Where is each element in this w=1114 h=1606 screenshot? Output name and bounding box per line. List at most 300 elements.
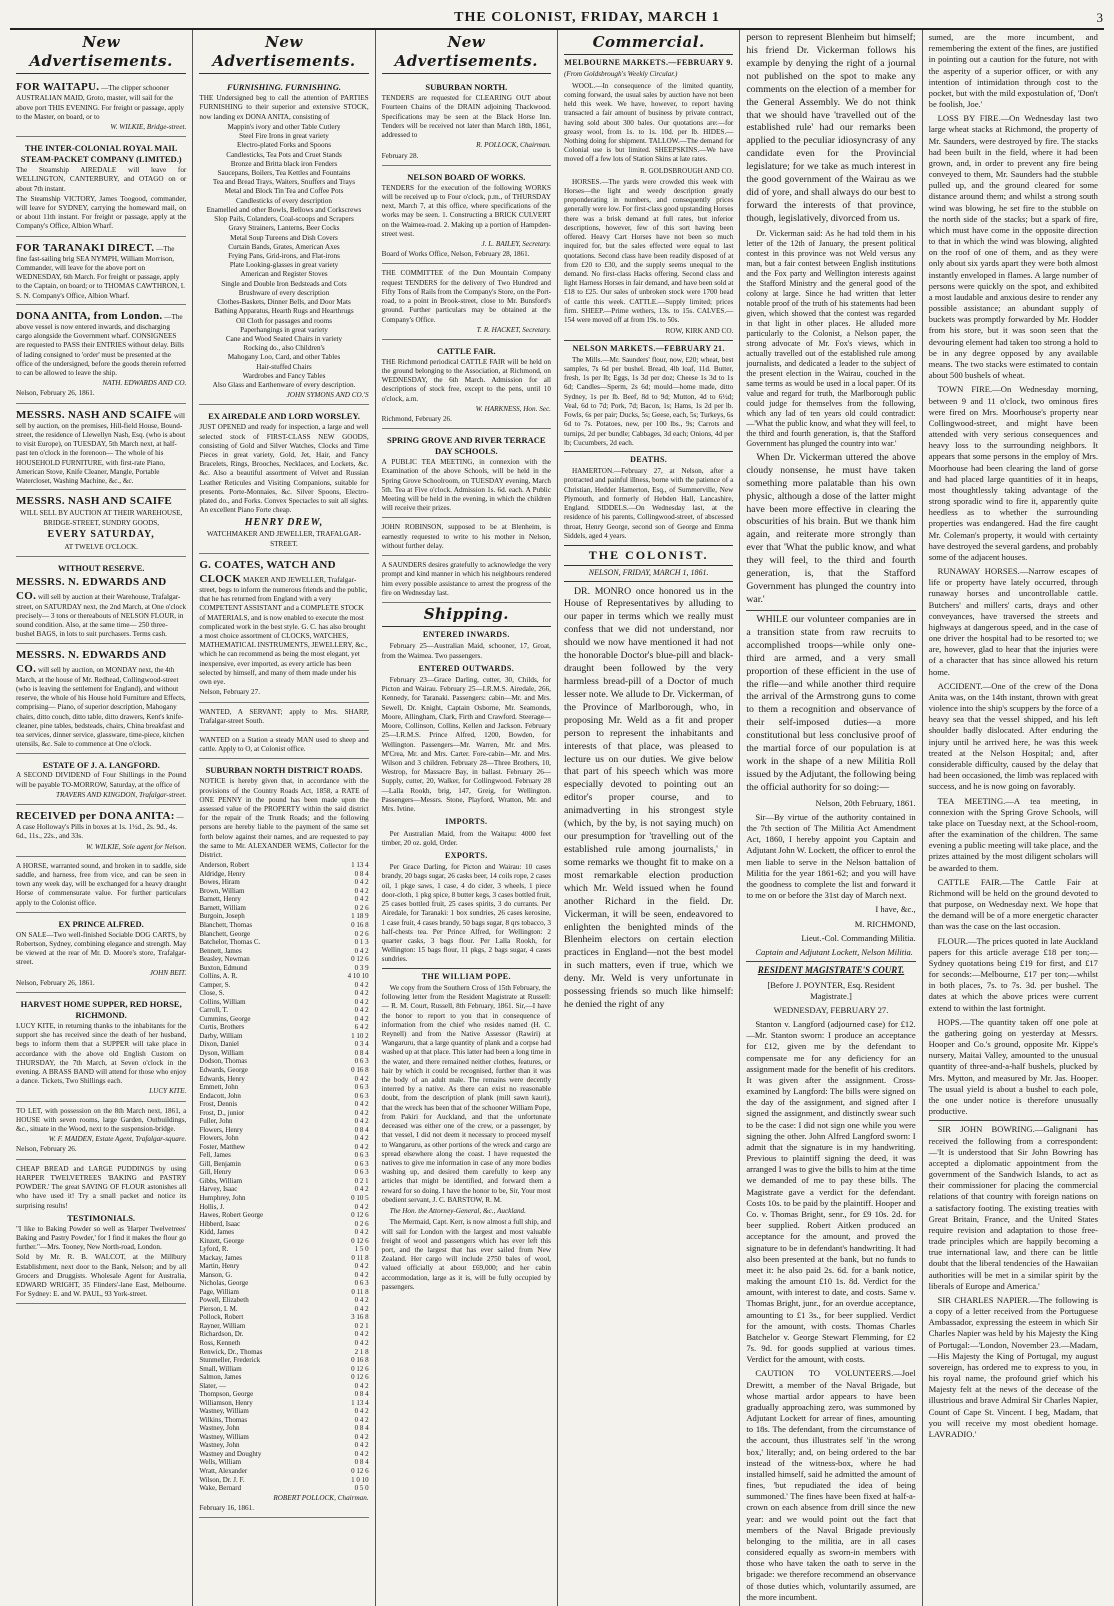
rate-amount: 6 4 2 <box>354 1023 369 1032</box>
table-row <box>199 947 368 956</box>
rate-amount: 0 2 1 <box>354 1176 369 1185</box>
ratepayer-name: Renwick, Dr., Thomas <box>199 1347 263 1356</box>
rate-amount: 1 13 4 <box>351 1398 369 1407</box>
table-row <box>199 1339 368 1348</box>
furnishing-item: Tea and Bread Trays, Waiters, Snuffers and Trays <box>212 178 356 187</box>
furnishing-item: Also Glass and Earthenware of every description. <box>212 381 356 390</box>
rate-amount: 0 4 2 <box>354 1006 369 1015</box>
rate-amount: 0 4 2 <box>354 1100 369 1109</box>
leader-article: DR. MONRO once honored us in the House of Representatives by alluding to our paper in terms which we really must confess that we did not understand, nor should we now have mentioned it had not the honorable Doctor's blue-pill and black-draught been followed by the very harmless bread-pill of a Doctor of much lesser note. We allude to Dr. Vickerman, of the Province of Marlborough, who, in proposing Mr. Weld as a fit and proper person to represent the inhabitants and interests of that place, was pleased to lecture us on our duties. We give below that part of his speech which was more especially devoted to pointing out an editor's proper course, and to animadverting in his strongest style (which, by the by, is not saying much) on our presumption for 'travelling out of the established rule among journalists,' in some remarks we thought fit to make on a most remarkable election production which Mr. Weld issued when he found another Richard in the field. Dr. Vickerman, it will be seen, endeavored to enlighten the benighted minds of the Blenheim electors on certain election practices in England—not the best model in such matters, even if true, which we deny. Mr. Weld is very unfortunate in possessing friends so much like himself: he denied the right of any <box>563 585 734 1011</box>
ratepayer-name: Carroll, T. <box>199 1006 229 1015</box>
rate-table <box>199 861 368 1492</box>
table-row <box>199 1296 368 1305</box>
furnishing-item: Steel Fire Irons in great variety <box>239 132 329 141</box>
furnishing-item: American and Register Stoves <box>240 270 328 279</box>
table-row <box>199 955 368 964</box>
furnishing-item: Wardrobes and Fancy Tables <box>242 371 326 380</box>
advert-saunders: A SAUNDERS desires gratefully to acknowledge the very prompt and kind manner in which his neighbours rendered him every possible assistance to arrest the progress of the fire on Wednesday last. <box>382 557 551 603</box>
rate-amount: 0 16 8 <box>351 1356 369 1365</box>
ratepayer-name: Emmett, John <box>199 1083 239 1092</box>
table-row <box>199 1279 368 1288</box>
ratepayer-name: Gill, Henry <box>199 1168 232 1177</box>
ratepayer-name: Thompson, George <box>199 1390 254 1399</box>
table-row <box>199 1458 368 1467</box>
ratepayer-name: Wells, William <box>199 1458 242 1467</box>
advert-langford-estate: ESTATE OF J. A. LANGFORD. A SECOND DIVIDEND of Four Shillings in the Pound will be payable TO-MORROW, Saturday, at the office of TRAVERS AND KINGDON, Trafalgar-street. <box>16 755 186 806</box>
ratepayer-name: Fell, James <box>199 1151 231 1160</box>
table-row <box>199 1032 368 1041</box>
court-report: [Before J. POYNTER, Esq. Resident Magistrate.] WEDNESDAY, FEBRUARY 27. Stanton v. Langford (adjourned case) for £12.—Mr. Stanton sworn: I produce an acceptance for £12, given me by the defendant to compensate me for any deficiency for an assignment made for the benefit of his creditors. It was given after the assignment. Cross-examined by Langford: The bills were signed on the day of the assignment, and signed after I signed the assignment, and distinctly swear such to be the case: I did not sign one while you were signing the other. John Alfred Langford sworn: I admit that the signature is in my handwriting. Previous to plaintiff signing the deed, it was arranged I was to give the bills to him at the time we demanded of me to pay these bills. The Magistrate gave a verdict for the defendant. Costs 10s. to be paid by the plaintiff. Hooper and Co. v. Thomas Bright, senr., for £9 10s. 2d. for beer supplied. Robert Aitken produced an acceptance for the amount, and proved the signature to be in defendant's handwriting. It had also been presented at the bank, but no funds to meet it: he also paid 2s. 6d. for a bank notice, making the amount £10 1s. 8d. Verdict for the amount, with interest to date, and costs. Same v. Thomas Bright, junr., for an overdue acceptance, amounting to £1 3s., for beer supplied. Verdict for the amount, with costs. Thomas Charles Batchelor v. George Stewart Flemming, for £2 7s. 9d. for goods supplied at various times. Verdict for the amount, with costs. CAUTION TO VOLUNTEERS.—Joel Drewitt, a member of the Naval Brigade, but whose martial ardor appears to have been gradually approaching zero, was summoned by Adjutant Lockett for arrear of fines, amounting to 18s. The defendant, from the circumstance of the account, thus illustrates self 'in the wrong box,' literally; and, on being ordered to the bar instead of the witness-box, where he had installed himself, said he admitted the amount of fines, 'but repudiated the idea of being summoned.' The fines have been fixed at half-a-crown on each absence from drill since the new year: and we would point out the fact that members of the Naval Brigade previously belonging to the militia, are in all cases considered equally as sworn-in members with those who have taken the oath to serve in the brigade: we therefore recommend an observance of those duties which, voluntarily assumed, are the more incumbent. <box>746 979 916 1602</box>
rate-amount: 0 6 3 <box>354 1057 369 1066</box>
advert-nash-scaife-2: MESSRS. NASH AND SCAIFE WILL SELL BY AUCTION AT THEIR WAREHOUSE, BRIDGE-STREET, SUNDRY GOODS, EVERY SATURDAY, AT TWELVE O'CLOCK. <box>16 491 186 557</box>
ratepayer-name: Manson, G. <box>199 1270 233 1279</box>
table-row <box>199 1288 368 1297</box>
masthead <box>10 4 1104 30</box>
rate-amount: 0 4 2 <box>354 1432 369 1441</box>
ratepayer-name: Pierson, I. M. <box>199 1304 238 1313</box>
ratepayer-name: Flowers, John <box>199 1134 239 1143</box>
table-row <box>199 1126 368 1135</box>
rate-amount: 0 6 3 <box>354 1083 369 1092</box>
ratepayer-name: Stunmeller, Frederick <box>199 1356 261 1365</box>
table-row <box>199 1271 368 1280</box>
ratepayer-name: Small, William <box>199 1364 242 1373</box>
furnishing-item: Plate Looking-glasses in great variety <box>229 261 339 270</box>
advert-horse: A HORSE, warranted sound, and broken in to saddle, side saddle, and harness, free from vice, and can be seen in town any week day, will be exchanged for a heavy draught Horse of commensurate value. For further particulars apply to the Colonist office. <box>16 858 186 913</box>
table-row <box>199 1382 368 1391</box>
table-row <box>199 989 368 998</box>
furnishing-item: Bronze and Britta black iron Fenders <box>230 159 338 168</box>
table-row <box>199 921 368 930</box>
furnishing-item: Rocking do., also Children's <box>243 344 325 353</box>
advert-taranaki: FOR TARANAKI DIRECT. —The fine fast-sailing brig SEA NYMPH, William Morrison, Commander, will leave for the above port on WEDNESDAY, 6th March. For freight or passage, apply to the Captain, on board; or to THOMAS CAWTHRON, I. S. N. Company's Office, Albion Wharf. <box>16 238 186 305</box>
rate-amount: 0 4 2 <box>354 989 369 998</box>
table-row <box>199 1305 368 1314</box>
table-row <box>199 861 368 870</box>
table-row <box>199 1117 368 1126</box>
table-row <box>199 938 368 947</box>
militia-letter: Nelson, 20th February, 1861. Sir—By virtue of the authority contained in the 7th section of The Militia Act Amendment Act, 1860, I hereby appoint you Captain and Adjutant John W. Lockett, the officer to enrol the men liable to serve in the Nelson battalion of Militia for the year 1861-62; and you will have the goodness to complete the list and forward it to me on or before the 31st day of March next. I have, &c., M. RICHMOND, Lieut.-Col. Commanding Militia. Captain and Adjutant Lockett, Nelson Militia. <box>746 797 916 957</box>
advert-baking-powder: CHEAP BREAD and LARGE PUDDINGS by using HARPER TWELVETREES 'BAKING and PASTRY POWDER.' The great SAVING OF FLOUR astonishes all who have used it! Try a small packet and notice its surprising results! TESTIMONIALS. "I like to Baking Powder so well as 'Harper Twelvetrees' Baking and Pastry Powder,' for I find it makes the flour go further."—Mrs. Tooney, New North-road, London. Sold by Mr. R. B. WALCOT, at the Millbury Establishment, next door to the Bank, Nelson; and by all Grocers and Druggists. Wholesale Agent for Australia, EDWARD WRIGHT, 35 Flinders'-lane East, Melbourne. For Sydney: E. and W. PAUL, 93 York-street. <box>16 1161 186 1305</box>
table-row <box>199 1476 368 1485</box>
rate-amount: 0 8 4 <box>354 1424 369 1433</box>
rate-amount: 0 12 6 <box>351 1364 369 1373</box>
rate-amount: 0 8 4 <box>354 1048 369 1057</box>
table-row <box>199 870 368 879</box>
rate-amount: 0 4 2 <box>354 997 369 1006</box>
ratepayer-name: Blanchett, Thomas <box>199 920 253 929</box>
rate-amount: 0 2 6 <box>354 1219 369 1228</box>
table-row <box>199 1484 368 1493</box>
rate-amount: 0 8 4 <box>354 1125 369 1134</box>
shipping-news: ENTERED INWARDS. February 25—Australian Maid, schooner, 17, Groat, from the Waimea. Two passengers. ENTERED OUTWARDS. February 23—Grace Darling, cutter, 30, Childs, for Picton and Wairau. February 25—I.R.M.S. Airedale, 266, Kennedy, for Taranaki. Passengers: cabin—Mr. and Mrs. Sewell, Dr. Knight, Captain Osborne, Mr. Seamonds, Moore, Allingham, Clark, Firth and Crawford. Steerage—Moore, Collinson, Collins, Kellen and Jackson. February 25—I.R.M.S. Prince Alfred, 1200, Bowden, for Wellington. Passengers—Mr. Warren, Mr. and Mrs. M'Crea, Mr. and Mrs. Carter. Fore-cabin—Mr. and Mrs. Wilson and 3 children. February 28—Three Brothers, 10, Westrop, for Massacre Bay, in ballast. February 26—Supply, cutter, 20, Walker, for Collingwood. February 28—Lalla Rookh, brig, 147, Greig, for Wellington. Passengers—Messrs. Stone, Playford, Wratton, Mr. and Mrs. Ivtine. IMPORTS. Per Australian Maid, from the Waitapu: 4000 feet timber, 20 oz. gold, Order. EXPORTS. Per Grace Darling, for Picton and Wairau: 10 cases brandy, 20 bags sugar, 26 casks beer, 14 coils rope, 2 cases oil, 1 pkge saws, 1 case, 4 do cider, 3 wheels, 1 piece door-cloth, 1 pkg spice, 8 butter kegs, 3 cases bottled fruit, 25 cases bottled fruit, 25 cases spirits, 3 do currants. Per Airedale, for Taranaki: 1 box sundries, 26 cases kerosine, 1 case fruit, 4 cases brandy, 50 bags sugar, 8 qrs tobacco, 3 half-chests tea. Per Prince Alfred, for Wellington: 2 quarter casks, 3 bags flour. Per Lalla Rookh, for Wellington: 15 bags flour, 11 pkgs, 2 bags sugar, 4 cases sundries. THE WILLIAM POPE. We copy from the Southern Cross of 15th February, the following letter from the Resident Magistrate at Russell:— R. M. Court, Russell, 8th February, 1861. Sir,—I have the honor to report to you that in consequence of information from the chief who resides named (H. C. Reynell) and from the Native Assessor (Rawiri) at Wangaruru, that a large quantity of plank and a corpse had washed up at that place. This latter had been a long time in the water, and there remained neither clothes, features, or hair by which it could be recognised, further than it was the body of an adult male. The remains were decently interred by a native. As there can exist no reasonable doubt, from the description of plank (mill sawn kauri), that the wreck has been that of the schooner William Pope, from Pakiri for Auckland, and that the unfortunate deceased was either one of the crew, or a passenger, by that vessel, I did not deem it necessary to proceed myself to Wangaruru, as other portions of the wreck and cargo are spread elsewhere along the coast. I have requested the natives to give me information in case of any more bodies washing up, and desired them carefully to keep any articles that might be identified, and forward them a reward for so doing. I have the honor to be, Sir, Your most obedient servant, J. C. BARSTOW, R. M. The Hon. the Attorney-General, &c., Auckland. The Mermaid, Capt. Kerr, is now almost a full ship, and will sail for London with the largest and most valuable freight of wool and passengers which has ever left this port, and the largest that has ever sailed from New Zealand. Her cargo will include 2750 bales of wool, valued officially at about £69,000; and her cabin accommodation, large as it is, will be fully occupied by passengers. <box>381 630 551 1291</box>
section-head-shipping: Shipping. <box>382 604 551 627</box>
ratepayer-name: Brown, William <box>199 886 245 895</box>
table-row <box>199 998 368 1007</box>
rate-amount: 0 6 3 <box>354 1279 369 1288</box>
table-row <box>199 1023 368 1032</box>
rate-amount: 1 13 4 <box>351 861 369 870</box>
advert-roads-rate: SUBURBAN NORTH DISTRICT ROADS. NOTICE is hereby given that, in accordance with the provisions of the Country Roads Act, 1858, a RATE of ONE PENNY in the pound has been made upon the assessed value of the PROPERTY within the said district for the repair of the Trunk Roads; and the following persons are hereby liable to the payment of the same set forth below against their names, and are requested to pay the same to Mr. ALEXANDER WEMS, Collector for the District. Anderson, Robert 1 13 4 Aldridge, Henry 0 8 4 Bowes, Hiram 0 4 2 Brown, William 0 4 2 Barnett, Henry 0 4 2 Barnett, William 0 2 6 Burgoin, Joseph 1 18 9 Blanchett, Thomas 0 16 8 Blanchett, George 0 2 6 Batchelor, Thomas C. 0 1 3 Bennett, James 0 4 2 Beasley, Newman 0 12 6 Buxton, Edmund 0 3 9 Collins, A. R. 4 10 10 Camper, S. 0 4 2 Close, S. 0 4 2 Collins, William 0 4 2 Carroll, T. 0 4 2 Cummins, George 0 4 2 Curtis, Brothers 6 4 2 Darby, William 1 10 2 Dixon, Daniel 0 3 4 Dyson, William 0 8 4 Dodson, Thomas 0 6 3 Edwards, George 0 16 8 Edwards, Henry 0 4 2 Emmett, John 0 6 3 Endacott, John 0 6 3 Frost, Dennis 0 4 2 Frost, D., junior 0 4 2 Fuller, John 0 4 2 Flowers, Henry 0 8 4 Flowers, John 0 4 2 Foster, Matthew 0 4 2 Fell, James 0 6 3 Gill, Benjamin 0 6 3 Gill, Henry 0 6 3 Gibbs, William 0 2 1 Harvey, Isaac 0 4 2 Humphrey, John 0 10 5 Hollis, J. 0 4 2 Hawes, Robert George 0 12 6 Hibberd, Isaac 0 2 6 Kidd, James 0 4 2 Kinzett, George 0 12 6 Lyford, R. 1 5 0 Mackay, James 0 11 8 Martin, Henry 0 4 2 Manson, G. 0 4 2 Nicholas, George 0 6 3 Page, William 0 11 8 Powell, Elizabeth 0 4 2 Pierson, I. M. 0 4 2 Pollock, Robert 3 16 8 Rayner, William 0 2 1 Richardson, Dr. 0 4 2 Ross, Kenneth 0 4 2 Renwick, Dr., Thomas 2 1 8 Stunmeller, Frederick 0 16 8 Small, William 0 12 6 Salmon, James 0 12 6 Slater, — 0 4 2 Thompson, George 0 8 4 Williamson, Henry 1 13 4 Wastney, William 0 4 2 Wilkins, Thomas 0 4 2 Wastney, John 0 8 4 Wastney, William 0 4 2 Wastney, John 0 4 2 Wastney and Doughty 0 4 2 Wells, William 0 8 4 Wratt, Alexander 0 12 6 Wilson, Dr. J. F. 1 0 10 Wake, Bernard 0 5 0 ROBERT POLLOCK, Chairman. February 16, 1861. <box>199 760 368 1518</box>
rate-amount: 1 10 2 <box>351 1031 369 1040</box>
table-row <box>199 1006 368 1015</box>
rate-amount: 0 4 2 <box>354 980 369 989</box>
rate-amount: 0 4 2 <box>354 1117 369 1126</box>
ratepayer-name: Fuller, John <box>199 1117 233 1126</box>
table-row <box>199 981 368 990</box>
rate-amount: 1 18 9 <box>351 912 369 921</box>
advert-to-let: TO LET, with possession on the 8th March next, 1861, a HOUSE with seven rooms, large Garden, Outbuildings, &c., situate in the Wood, next to the suspension-bridge. W. F. MAIDEN, Estate Agent, Trafalgar-square. Nelson, February 26. <box>16 1103 186 1160</box>
rate-amount: 0 4 2 <box>354 1339 369 1348</box>
advert-robinson: JOHN ROBINSON, supposed to be at Blenheim, is earnestly requested to write to his mother in Nelson, without further delay. <box>382 519 551 556</box>
ratepayer-name: Edwards, George <box>199 1066 248 1075</box>
table-row <box>199 878 368 887</box>
table-row <box>199 1220 368 1229</box>
table-row <box>199 930 368 939</box>
ratepayer-name: Wastney, William <box>199 1407 249 1416</box>
ratepayer-name: Edwards, Henry <box>199 1074 245 1083</box>
furnishing-item: Metal Soup Tureens and Dish Covers <box>230 233 338 242</box>
advert-tea-meeting: SPRING GROVE AND RIVER TERRACE DAY SCHOOLS. A PUBLIC TEA MEETING, in connexion with the Examination of the above Schools, will be held in the Spring Grove Schoolroom, on TUESDAY evening, March 5th. Tea at Five o'clock. Admission 1s. 6d. each. A Public Meeting will be held in the evening, in which the children will receive their prizes. <box>382 430 551 518</box>
ratepayer-name: Burgoin, Joseph <box>199 912 245 921</box>
ratepayer-name: Dyson, William <box>199 1048 244 1057</box>
rate-amount: 0 12 6 <box>351 1211 369 1220</box>
advert-board-of-works: NELSON BOARD OF WORKS. TENDERS for the execution of the following WORKS will be received up to Four o'clock, p.m., of THURSDAY next, March 7, at this office, where specifications of the works may be seen. 1. Constructing a BRICK CULVERT on the Waimea-road. 2. Making up a portion of Hampden-street west. J. L. BAILEY, Secretary. Board of Works Office, Nelson, February 28, 1861. <box>382 167 551 265</box>
table-row <box>199 1143 368 1152</box>
furnishing-item: Candlesticks of every description <box>235 196 332 205</box>
rate-amount: 0 4 2 <box>354 1381 369 1390</box>
furnishing-item: Mappin's ivory and other Table Cutlery <box>227 122 341 131</box>
table-row <box>199 1245 368 1254</box>
rate-amount: 0 4 2 <box>354 886 369 895</box>
table-row <box>199 1092 368 1101</box>
ratepayer-name: Bowes, Hiram <box>199 878 240 887</box>
rate-amount: 0 4 2 <box>354 1202 369 1211</box>
column-4 <box>557 30 739 1606</box>
rate-amount: 0 4 2 <box>354 1074 369 1083</box>
ratepayer-name: Flowers, Henry <box>199 1125 243 1134</box>
ratepayer-name: Page, William <box>199 1287 239 1296</box>
leader-continued: person to represent Blenheim but himself; his friend Dr. Vickerman follows his example by denying the right of a journal not published on the spot to make any comments on the election of a member for the General Assembly. We do not think that we should have 'travelled out of the established rule' had our remarks been applied to the peculiar idiosyncrasy of any candidate even for the Provincial legislature; for we take as much interest in the good government of the Wairau as we did of yore, and shall always do our best to forward the interests of that province, though, legislatively, divorced from us. Dr. Vickerman said: As he had told them in his letter of the 12th of January, the present political contest in this province was not Weld versus any man, but a fair contest between English institutions and the Fox party and Wellington interests against the Stafford Ministry and the general good of the colony at large. Since he had written that letter notable proof of the truth of his statements had been given, which showed that the contest was regarded in that light in other places. He alluded more particularly to the Colonist, a Nelson paper, the strong advocate of Mr. Fox's views, which in actually travelled out of the established rule among journalists, and dedicated a leader to the subject of the present election in the Wairau, couched in the same terms as would be used in a local paper. Of its value and regard for truth, the Marlborough public could judge for themselves from the following, which any lad of ten years old could contradict:—'What the public know, and what they will feel, to the third and fourth generation, is, that the Stafford Government has plunged the country into war.' When Dr. Vickerman uttered the above cloudy nonsense, he must have taken something more palatable than his own physic, although a dose of the latter might have been more effective in clearing the obscurities of his brain. But we thank him again, and reiterate more strongly than ever that 'What the public know, and what they will feel, to the third and fourth generation, is, that the Stafford Government has plunged the country into war.' WHILE our volunteer companies are in a transition state from raw recruits to accomplished troops—while only one-third are armed, and a very small proportion of these efficient in the use of the rifle—and while another third require the arrival of the Armstrong guns to come to them a recognition and observance of their self-imposed duties—a more constitutional but less conclusive proof of the martial force of our population is at work in the shape of a new Militia Roll issued by the Adjutant, the following being the official authority for so doing:— <box>746 32 916 793</box>
ratepayer-name: Foster, Matthew <box>199 1142 245 1151</box>
table-row <box>199 964 368 973</box>
table-row <box>199 1254 368 1263</box>
rate-amount: 0 12 6 <box>351 1466 369 1475</box>
rate-amount: 0 4 2 <box>354 1407 369 1416</box>
furnishing-item: Saucepans, Boilers, Tea Kettles and Fountains <box>217 169 351 177</box>
ratepayer-name: Wastney, John <box>199 1424 240 1433</box>
ratepayer-name: Gibbs, William <box>199 1176 243 1185</box>
table-row <box>199 1365 368 1374</box>
table-row <box>199 1100 368 1109</box>
ratepayer-name: Lyford, R. <box>199 1245 229 1254</box>
furnishing-item: Mahogany Loo, Card, and other Tables <box>227 353 341 362</box>
table-row <box>199 1399 368 1408</box>
furnishing-item: Enamelled and other Bowls, Bellows and Corkscrews <box>206 205 362 214</box>
ratepayer-name: Wastney, William <box>199 1432 249 1441</box>
furnishing-item: Cane and Wood Seated Chairs in variety <box>225 334 343 343</box>
ratepayer-name: Ross, Kenneth <box>199 1339 241 1348</box>
rate-amount: 0 12 6 <box>351 1236 369 1245</box>
rate-amount: 0 6 3 <box>354 1091 369 1100</box>
furnishing-item: Paperhangings in great variety <box>240 325 328 334</box>
advert-edwards-furniture: MESSRS. N. EDWARDS AND CO. will sell by auction, on MONDAY next, the 4th March, at the house of Mr. Redhead, Collingwood-street (who is leaving the settlement for England), and without reserve, the whole of his House hold Furniture and Effects, comprising— Piano, of superior description, Mahogany chairs, ditto couch, ditto table, ditto drawers, Kent's knife-cleaner, pine tables, bedsteads, chairs, China breakfast and tea services, dinner service, glassware, time-piece, kitchen utensils, &c. Sale to commence at One o'clock. <box>16 645 186 754</box>
rate-amount: 0 12 6 <box>351 955 369 964</box>
rate-amount: 4 10 10 <box>347 972 369 981</box>
table-row <box>199 1151 368 1160</box>
table-row <box>199 1057 368 1066</box>
table-row <box>199 1467 368 1476</box>
table-row <box>199 1194 368 1203</box>
rate-amount: 0 2 1 <box>354 1321 369 1330</box>
ratepayer-name: Slater, — <box>199 1381 226 1390</box>
rate-amount: 0 2 6 <box>354 929 369 938</box>
table-row <box>199 1373 368 1382</box>
table-row <box>199 1330 368 1339</box>
advert-steam-packet: THE INTER-COLONIAL ROYAL MAIL STEAM-PACKET COMPANY (LIMITED.) The Steamship AIREDALE will leave for WELLINGTON, CANTERBURY, and OTAGO on or about 7th instant. The Steamship VICTORY, James Toogood, commander, will leave for SYDNEY, carrying the homeward mail, on or about 11th instant. For freight or passage, apply at the Company's Office, Albion Wharf. <box>16 138 186 236</box>
ratepayer-name: Wastney and Doughty <box>199 1449 262 1458</box>
ratepayer-name: Collins, William <box>199 997 246 1006</box>
ratepayer-name: Collins, A. R. <box>199 972 238 981</box>
ratepayer-name: Buxton, Edmund <box>199 963 248 972</box>
table-row <box>199 1450 368 1459</box>
ratepayer-name: Cummins, George <box>199 1014 251 1023</box>
ratepayer-name: Dixon, Daniel <box>199 1040 239 1049</box>
rate-amount: 0 3 4 <box>354 1040 369 1049</box>
table-row <box>199 895 368 904</box>
court-heading: RESIDENT MAGISTRATE'S COURT. <box>757 965 905 976</box>
table-row <box>199 1407 368 1416</box>
table-row <box>199 1083 368 1092</box>
furnishing-item: Hair-stuffed Chairs <box>256 362 312 371</box>
rate-amount: 1 0 10 <box>351 1475 369 1484</box>
table-row <box>199 1211 368 1220</box>
rate-amount: 0 2 6 <box>354 903 369 912</box>
rate-amount: 0 4 2 <box>354 1014 369 1023</box>
ratepayer-name: Pollock, Robert <box>199 1313 244 1322</box>
ratepayer-name: Kidd, James <box>199 1228 234 1237</box>
ratepayer-name: Endacott, John <box>199 1091 241 1100</box>
table-row <box>199 1322 368 1331</box>
ratepayer-name: Wilkins, Thomas <box>199 1415 248 1424</box>
ratepayer-name: Harvey, Isaac <box>199 1185 238 1194</box>
rate-amount: 0 11 8 <box>351 1287 369 1296</box>
ratepayer-name: Beasley, Newman <box>199 955 250 964</box>
table-row <box>199 1160 368 1169</box>
rate-amount: 0 4 2 <box>354 1228 369 1237</box>
table-row <box>199 1441 368 1450</box>
advert-henry-drew: EX AIREDALE AND LORD WORSLEY. JUST OPENED and ready for inspection, a large and well selected stock of FIRST-CLASS NEW GOODS, consisting of Gold and Silver Watches, Clocks and Time Pieces in great variety, Gold, Jet, Hair, and Fancy Bracelets, Rings, Brooches, Necklaces, and Lockets, &c. &c. Also a beautiful assortment of Velvet and Russian Leather Reticules and Visiting Companions, suitable for presents. Porte-Monnaies, &c. Silver Spoons, Electro-plated do., and Forks. Convex Spectacles to suit all sights. An excellent Piano Forte cheap. HENRY DREW, WATCHMAKER AND JEWELLER, TRAFALGAR-STREET. <box>199 406 368 553</box>
table-row <box>199 1040 368 1049</box>
ratepayer-name: Wastney, John <box>199 1441 240 1450</box>
rate-amount: 0 8 4 <box>354 1458 369 1467</box>
furnishing-item: Candlesticks, Tea Pots and Cruet Stands <box>226 150 342 159</box>
rate-amount: 0 4 2 <box>354 1108 369 1117</box>
rate-amount: 0 10 5 <box>351 1193 369 1202</box>
ratepayer-name: Nicholas, George <box>199 1279 249 1288</box>
ratepayer-name: Close, S. <box>199 989 225 998</box>
advert-holloway-pills: RECEIVED per DONA ANITA: —A case Holloway's Pills in boxes at 1s. 1½d., 2s. 9d., 4s. 6d., 11s., 22s., and 33s. W. WILKIE, Sole agent for Nelson. <box>16 806 186 857</box>
table-row <box>199 1066 368 1075</box>
table-row <box>199 1168 368 1177</box>
ratepayer-name: Camper, S. <box>199 980 231 989</box>
table-row <box>199 887 368 896</box>
column-6 <box>922 30 1104 1606</box>
ratepayer-name: Darby, William <box>199 1031 243 1040</box>
ratepayer-name: Wake, Bernard <box>199 1484 242 1493</box>
advert-dun-mountain: THE COMMITTEE of the Dun Mountain Company request TENDERS for the delivery of Two Hundred and Fifty Tons of Rails from the Company's Store, on the Port-road, to a point in Brook-street, close to Mr. Bunsford's ground. Further particulars may be obtained at the Company's Office. T. R. HACKET, Secretary. <box>382 265 551 340</box>
advert-servant: WANTED, A SERVANT; apply to Mrs. SHARP, Trafalgar-street South. <box>199 704 368 731</box>
table-row <box>199 1416 368 1425</box>
column-1 <box>10 30 192 1606</box>
rate-amount: 0 1 3 <box>354 938 369 947</box>
rate-amount: 0 4 2 <box>354 1441 369 1450</box>
advert-harvest-supper: HARVEST HOME SUPPER, RED HORSE, RICHMOND. LUCY KITE, in returning thanks to the inhabitants for the support she has received since the death of her husband, begs to inform them that a SUPPER will take place in accordance with the above old English Custom on THURSDAY, the 7th March, at Seven o'clock in the evening. A BRASS BAND will attend for those who enjoy a dance. Tickets, Two Shillings each. LUCY KITE. <box>16 994 186 1102</box>
advert-furnishing: FURNISHING. FURNISHING. THE Undersigned beg to call the attention of PARTIES FURNISHING to their superior and extensive STOCK, now landing ex DONA ANITA, consisting of Mappin's ivory and other Table Cutlery Steel Fire Irons in great variety Electro-plated Forks and Spoons Candlesticks, Tea Pots and Cruet Stands Bronze and Britta black iron Fenders Saucepans, Boilers, Tea Kettles and Fountains Tea and Bread Trays, Waiters, Snuffers and Trays Metal and Block Tin Tea and Coffee Pots Candlesticks of every description Enamelled and other Bowls, Bellows and Corkscrews Slop Pails, Colanders, Coal-scoops and Scrapers Gravy Strainers, Lanterns, Beer Cocks Metal Soup Tureens and Dish Covers Curtain Bands, Grates, American Axes Frying Pans, Grid-irons, and Flat-irons Plate Looking-glasses in great variety American and Register Stoves Single and Double Iron Bedsteads and Cots Brushware of every description Clothes-Baskets, Dinner Bells, and Door Mats Bathing Apparatus, Hearth Rugs and Hearthrugs Oil Cloth for passages and rooms Paperhangings in great variety Cane and Wood Seated Chairs in variety Rocking do., also Children's Mahogany Loo, Card, and other Tables Hair-stuffed Chairs Wardrobes and Fancy Tables Also Glass and Earthenware of every description. JOHN SYMONS AND CO.'S <box>199 77 368 405</box>
ratepayer-name: Humphrey, John <box>199 1193 246 1202</box>
furnishing-item: Frying Pans, Grid-irons, and Flat-irons <box>228 251 340 260</box>
rate-amount: 0 6 3 <box>354 1168 369 1177</box>
ratepayer-name: Frost, D., junior <box>199 1108 245 1117</box>
furnishing-item: Clothes-Baskets, Dinner Bells, and Door Mats <box>217 298 351 307</box>
advert-cattle-fair: CATTLE FAIR. THE Richmond periodical CATTLE FAIR will be held on the ground belonging to the Association, at Richmond, on WEDNESDAY, the 6th March. Admission for all descriptions of stock free, except to the pens, until 10 o'clock, a.m. W. HARKNESS, Hon. Sec. Richmond, February 26. <box>382 341 551 429</box>
rate-amount: 0 11 8 <box>351 1253 369 1262</box>
rate-amount: 0 4 2 <box>354 946 369 955</box>
ratepayer-name: Wilson, Dr. J. F. <box>199 1475 245 1484</box>
masthead-title: THE COLONIST, FRIDAY, MARCH 1 <box>454 10 720 25</box>
rate-amount: 0 16 8 <box>351 1066 369 1075</box>
section-head-commercial: Commercial. <box>564 32 733 55</box>
rate-amount: 2 1 8 <box>354 1347 369 1356</box>
table-row <box>199 1049 368 1058</box>
rate-amount: 0 3 9 <box>354 963 369 972</box>
rate-amount: 0 5 0 <box>354 1484 369 1493</box>
ratepayer-name: Hibberd, Isaac <box>199 1219 241 1228</box>
table-row <box>199 1348 368 1357</box>
rate-amount: 0 8 4 <box>354 1390 369 1399</box>
section-head-adverts: New Advertisements. <box>16 32 186 74</box>
rate-amount: 0 4 2 <box>354 1185 369 1194</box>
rate-amount: 0 6 3 <box>354 1159 369 1168</box>
ratepayer-name: Barnett, William <box>199 903 246 912</box>
advert-dona-anita: DONA ANITA, from London. —The above vessel is now entered inwards, and discharging cargo alongside the Government wharf. CONSIGNEES are requested to PASS their ENTRIES without delay. Bills of lading consigned to 'order' must be presented at the office of the undersigned, before the goods therein referred to can be allowed to leave the ship. NATH. EDWARDS AND CO. Nelson, February 26, 1861. <box>16 306 186 404</box>
ratepayer-name: Curtis, Brothers <box>199 1023 245 1032</box>
table-row <box>199 1356 368 1365</box>
furnishing-item: Curtain Bands, Grates, American Axes <box>228 242 340 251</box>
rate-amount: 0 4 2 <box>354 1270 369 1279</box>
furnishing-item: Oil Cloth for passages and rooms <box>235 316 332 325</box>
column-5 <box>739 30 921 1606</box>
ratepayer-name: Williamson, Henry <box>199 1398 253 1407</box>
ratepayer-name: Hollis, J. <box>199 1202 225 1211</box>
table-row <box>199 1390 368 1399</box>
rate-amount: 0 16 8 <box>351 920 369 929</box>
furnishing-item: Brushware of every description <box>238 288 330 297</box>
local-news: sumed, are the more incumbent, and remembering the extent of the fines, are justified in pointing out a caution for the future, not with the asperity of a superior officer, or with any intention of intimidation through cost to the pocket, but with the mild expostulation of, 'Don't be foolish, Joe.' LOSS BY FIRE.—On Wednesday last two large wheat stacks at Richmond, the property of Mr. Saunders, were destroyed by fire. The stacks had been built in the field, where it had been grown, and, in order to prevent any fire being conveyed to them, Mr. Saunders had the stubble pulled up, and the ground cleared for some distance around them; and whilst a strong south wind was blowing, he set fire to the stubble on the north side of the stacks; but a spark of fire, which must have come in the opposite direction to that in which the wind was blowing, alighted on the roof of one of them, and as they were only about six yards apart they were both almost instantly enveloped in flames. A large number of persons were quickly on the spot, and exhibited a most laudable and anxious desire to render any possible assistance; an abundant supply of buckets was promptly forwarded by Mr. Hodder from his store, but it was soon seen that the devouring element had taken too strong a hold to be in any degree opposed by any available means. The two stacks were estimated to contain about 500 bushels of wheat. TOWN FIRE.—On Wednesday morning, between 9 and 11 o'clock, two ominous fires were fired on Mrs. Moorhouse's property near Collingwood-street, and might have been attended with very serious consequences and heavy loss to the surrounding neighbors. It appears that some persons in the employ of Mrs. Moorhouse had been clearing the land of gorse and had placed large quantities of it in heaps, most thoughtlessly taking advantage of the strong sporadic wind to fire it, apparently quite heedless as to whether the surrounding properties was endangered. Had the fire caught Mr. Coleman's property, it would with certainty have destroyed the several gardens, and probably some of the adjacent houses. RUNAWAY HORSES.—Narrow escapes of life or property have lately occurred, through runaway horses and uncontrollable cattle. Butchers' and millers' carts, drays and other conveyances, have traversed the streets and highways at dangerous speed, and in the case of one driver the hospital had to be resorted to; we are, however, glad to hear that the injuries were of a character that has since allowed his return home. ACCIDENT.—One of the crew of the Dona Anita was, on the 14th instant, thrown with great violence into the ship's scuppers by the force of a heavy sea that the vessel shipped, and his left shoulder badly dislocated. After enduring the injury until he arrived here, he was this week treated at the Nelson Hospital; and, after considerable difficulty, caused by the delay that had been occasioned, the limb was replaced with success, and he is now going on favorably. TEA MEETING.—A tea meeting, in connexion with the Spring Grove Schools, will take place on Tuesday next, at the School-room, after the examination of the children. The same evening a public meeting will take place, and the prizes attained by the most diligent scholars will be awarded to them. CATTLE FAIR.—The Cattle Fair at Richmond will be held on the ground devoted to that purpose, on Wednesday next. We hope that the demand will be of a more energetic character than was the case on the last occasion. FLOUR.—The prices quoted in late Auckland papers for this article average £18 per ton;—Sydney quotations being £19 for first, and £17 for seconds:—Melbourne, £17 per ton;—whilst in both places, 7s. to 7s. 3d. per bushel. The dates at which the above prices were current extend to within the last fortnight. HOPS.—The quantity taken off one pole at the gathering going on yesterday at Messrs. Hooper and Co.'s ground, opposite Mr. Kippe's nursery, Maitai Valley, amounted to the unusual quantity of three-and-a-half bushels, plucked by Mrs. Mytton, and measured by Mr. Jas. Hooper. The usual yield is about a bushel to each pole, the one under notice is therefore unusually productive. SIR JOHN BOWRING.—Galignani has received the following from a correspondent:—'It is understood that Sir John Bowring has accepted a diplomatic appointment from the government of the Sandwich Islands, to act as their commissioner for placing the commercial relations of that country with foreign nations on a satisfactory footing. The existing treaties with Great Britain, France, and the United States require revision and adaptation to those free-trade principles which are happily becoming a true international law, and there can be little doubt that the liberal tendencies of the Hawaiian authorities will be met in a similar spirit by the liberals of Europe and America.' SIR CHARLES NAPIER.—The following is a copy of a letter received from the Portuguese Ambassador, expressing the esteem in which Sir Charles Napier was held by his Majesty the King of Portugal:—'London, November 23.—Madam,—His Majesty the King of Portugal, my august sovereign, has ordered me to express to you, in his royal name, the profound grief which his Majesty felt at the news of the decease of the illustrious and brave Admiral Sir Charles Napier, Count of Cape St. Vincent. I beg, Madam, that you will receive my most obedient homage. LAVRADIO.' <box>928 32 1098 1439</box>
rate-amount: 0 4 2 <box>354 895 369 904</box>
ratepayer-name: Aldridge, Henry <box>199 869 246 878</box>
ratepayer-name: Wratt, Alexander <box>199 1466 248 1475</box>
table-row <box>199 1424 368 1433</box>
table-row <box>199 1237 368 1246</box>
furnishing-item: Gravy Strainers, Lanterns, Beer Cocks <box>228 224 340 233</box>
rate-amount: 0 4 2 <box>354 1330 369 1339</box>
advert-waitapu: FOR WAITAPU. —The clipper schooner AUSTRALIAN MAID, Groto, master, will sail for the above port THIS EVENING. For freight or passage, apply to the Master, on board, or to W. WILKIE, Bridge-street. <box>16 77 186 137</box>
furnishing-list <box>199 123 368 390</box>
rate-amount: 0 4 2 <box>354 878 369 887</box>
furnishing-item: Bathing Apparatus, Hearth Rugs and Hearthrugs <box>214 307 354 316</box>
table-row <box>199 972 368 981</box>
dateline: NELSON, FRIDAY, MARCH 1, 1861. <box>564 568 733 581</box>
ratepayer-name: Salmon, James <box>199 1373 242 1382</box>
advert-station-man: WANTED on a Station a steady MAN used to sheep and cattle. Apply to O, at Colonist office. <box>199 732 368 759</box>
paper-title: THE COLONIST. <box>564 545 733 566</box>
ratepayer-name: Barnett, Henry <box>199 895 241 904</box>
advert-edwards-flour: WITHOUT RESERVE. MESSRS. N. EDWARDS AND CO. will sell by auction at their Warehouse, Trafalgar-street, on SATURDAY next, the 2nd March, at One o'clock precisely— 3 tons or thereabouts of NELSON FLOUR, in sound condition. Also, at the same time— 250 three-bushel BAGS, in lots to suit purchasers. Terms cash. <box>16 558 186 644</box>
advert-nash-scaife-1: MESSRS. NASH AND SCAIFE will sell by auction, on the premises, Hill-field House, Bound-street, the residence of Llewellyn Nash, Esq. (who is about to visit Europe), on TUESDAY, 5th March next, at half-past ten o'clock in the forenoon— The whole of his HOUSEHOLD FURNITURE, with first-rate Piano, American Stove, Knife Cleaner, Mangle, Portable Watercloset, Washing Machine, &c., &c. <box>16 405 186 491</box>
page-number: 3 <box>1096 10 1104 25</box>
rate-amount: 0 4 2 <box>354 1415 369 1424</box>
ratepayer-name: Gill, Benjamin <box>199 1159 241 1168</box>
ratepayer-name: Bennett, James <box>199 946 242 955</box>
rate-amount: 3 16 8 <box>351 1313 369 1322</box>
rate-amount: 0 12 6 <box>351 1373 369 1382</box>
rate-amount: 0 4 2 <box>354 1134 369 1143</box>
rate-amount: 0 4 2 <box>354 1262 369 1271</box>
section-head-adverts: New Advertisements. <box>382 32 551 74</box>
column-3 <box>375 30 557 1606</box>
ratepayer-name: Richardson, Dr. <box>199 1330 244 1339</box>
table-row <box>199 1262 368 1271</box>
table-row <box>199 1228 368 1237</box>
column-2 <box>192 30 374 1606</box>
furnishing-item: Single and Double Iron Bedsteads and Cots <box>221 279 347 288</box>
ratepayer-name: Rayner, William <box>199 1321 246 1330</box>
advert-dog-carts: EX PRINCE ALFRED. ON SALE—Two well-finished Sociable DOG CARTS, by Robertson, Sydney, combining elegance and strength. May be viewed at the rear of Mr. D. Moore's store, Trafalgar-street. JOHN BEIT. Nelson, February 26, 1861. <box>16 914 186 993</box>
rate-amount: 0 4 2 <box>354 1296 369 1305</box>
ratepayer-name: Dodson, Thomas <box>199 1057 248 1066</box>
table-row <box>199 1075 368 1084</box>
columns <box>10 30 1104 1602</box>
ratepayer-name: Martin, Henry <box>199 1262 240 1271</box>
section-head-adverts: New Advertisements. <box>199 32 368 74</box>
ratepayer-name: Hawes, Robert George <box>199 1211 264 1220</box>
ratepayer-name: Powell, Elizabeth <box>199 1296 249 1305</box>
furnishing-item: Metal and Block Tin Tea and Coffee Pots <box>224 187 344 196</box>
furnishing-item: Electro-plated Forks and Spoons <box>236 141 331 150</box>
ratepayer-name: Anderson, Robert <box>199 861 250 870</box>
table-row <box>199 912 368 921</box>
table-row <box>199 1134 368 1143</box>
table-row <box>199 1433 368 1442</box>
table-row <box>199 1015 368 1024</box>
table-row <box>199 1203 368 1212</box>
ratepayer-name: Kinzett, George <box>199 1236 244 1245</box>
table-row <box>199 1313 368 1322</box>
rate-amount: 0 4 2 <box>354 1142 369 1151</box>
rate-amount: 1 5 0 <box>354 1245 369 1254</box>
ratepayer-name: Blanchett, George <box>199 929 251 938</box>
rate-amount: 0 4 2 <box>354 1449 369 1458</box>
rate-amount: 0 4 2 <box>354 1304 369 1313</box>
furnishing-item: Slop Pails, Colanders, Coal-scoops and Scrapers <box>214 215 354 224</box>
table-row <box>199 1177 368 1186</box>
table-row <box>199 904 368 913</box>
rate-amount: 0 6 3 <box>354 1151 369 1160</box>
markets: MELBOURNE MARKETS.—FEBRUARY 9. (From Goldsbrough's Weekly Circular.) WOOL.—In consequence of the limited quantity, coming forward, the usual sales by auction have not been held this week. We have, however, to report having transacted a fair amount of business by private contract, having sold about 300 bales. Our quotations are:—for greasy wool, from 1s. to 1s. 10d. per lb. HIDES.—Nothing doing for shipment. TALLOW.—The demand for Colonial use is but limited. SHEEPSKINS.—We have moved off a few lots of Station Skins at late rates. R. GOLDSBROUGH AND CO. HORSES.—The yards were crowded this week with Horses—the light and weedy description greatly preponderating in numbers, and consequently prices generally were low. For first-class good upstanding Horses there was a brisk demand at full rates, but inferior descriptions, however, few of this sort having been offered. Heavy Cart Horses have not been so much inquired for, but the sales effected were equal to last quotations. Second class have been readily disposed of at from £20 to £30, and the supply seems unequal to the demand. No first-class Hacks offering. Second class and light Harness Horses in fair demand, and have been sold at £18 to £25. Our sales of unbroken stock were 1700 head of cattle this week. CATTLE.—Supply limited; prices firm. SHEEP.—Prime wethers, 13s. to 15s. CALVES.—154 were moved off at from 19s. to 50s. ROW, KIRK AND CO. NELSON MARKETS.—FEBRUARY 21. The Mills.—Mr. Saunders' flour, now, £20; wheat, best samples, 7s 6d per bushel. Bread, 4lb loaf, 11d. Butter, fresh, 1s per lb; Eggs, 1s 3d per doz; Cheese 1s 3d to 1s 6d; Candles—Sperm, 2s 6d; mould—home made, ditto Sydney, 1s per lb. Beef, 8d to 9d; Mutton, 4d to 6½d; Veal, 6d to 7d; Pork, 7d; Bacon, 1s; Hams, 1s 2d per lb. Fowls, 6s per pair; Ducks, 5s; Geese, each, 5s; Turkeys, 6s 6d to 7s. Potatoes, new, per 100 lbs., 9s; Carrots and turnips, 2d per bundle; Cabbages, 3d each; Onions, 4d per lb; Cucumbers, 2d each. DEATHS. HAMERTON.—February 27, at Nelson, after a protracted and painful illness, borne with the patience of a Christian, Hedder Hamerton, Esq., of Summerville, New Plymouth, and formerly of Hebden Hall, Lancashire, England. SIDDELS.—On Wednesday last, at the residence of his parents, Collingwood-street, of abscessed throat, Henry George, second son of George and Emma Siddels, aged 4 years. <box>563 58 734 540</box>
ratepayer-name: Batchelor, Thomas C. <box>199 938 261 947</box>
advert-tender-drain: SUBURBAN NORTH. TENDERS are requested for CLEARING OUT about Fourteen Chains of the DRAIN adjoining Thackwood. Specifications may be seen at the Black Horse Inn. Tenders will be received not later than March 18th, 1861, addressed to R. POLLOCK, Chairman. February 28. <box>382 77 551 165</box>
